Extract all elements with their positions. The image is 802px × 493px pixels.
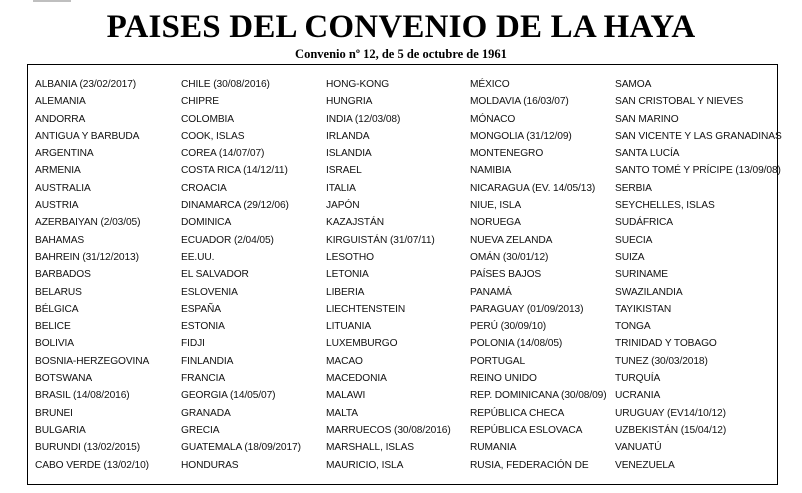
country-column-1	[35, 76, 149, 474]
country-entry: ISLANDIA	[326, 148, 372, 160]
country-entry: ARMENIA	[35, 165, 81, 177]
country-entry: PAÍSES BAJOS	[470, 269, 542, 281]
country-entry: MÉXICO	[470, 79, 510, 90]
country-entry: PORTUGAL	[470, 355, 526, 367]
country-entry: BOLIVIA	[35, 338, 74, 350]
country-entry: NUEVA ZELANDA	[470, 234, 553, 246]
page-subtitle: Convenio nº 12, de 5 de octubre de 1961	[295, 47, 507, 61]
top-edge-mark	[33, 0, 71, 2]
country-column-2	[181, 76, 301, 474]
country-entry: OMÁN (30/01/12)	[470, 251, 549, 263]
country-entry: ARGENTINA	[35, 148, 94, 160]
country-entry: BAHREIN (31/12/2013)	[35, 251, 139, 263]
country-entry: MOLDAVIA (16/03/07)	[470, 96, 569, 108]
country-entry: LITUANIA	[326, 321, 372, 333]
country-entry: ISRAEL	[326, 165, 362, 177]
country-entry: ECUADOR (2/04/05)	[181, 234, 274, 246]
country-entry: POLONIA (14/08/05)	[470, 338, 563, 350]
country-entry: NAMIBIA	[470, 165, 512, 177]
country-entry: SUECIA	[615, 234, 653, 246]
country-entry: ANTIGUA Y BARBUDA	[35, 130, 140, 142]
country-entry: REPÚBLICA ESLOVACA	[470, 424, 583, 436]
country-entry: MACAO	[326, 355, 363, 367]
country-entry: PARAGUAY (01/09/2013)	[470, 303, 584, 315]
country-entry: BOTSWANA	[35, 373, 93, 385]
country-entry: BAHAMAS	[35, 234, 85, 246]
country-entry: BARBADOS	[35, 269, 91, 281]
country-entry: UZBEKISTÁN (15/04/12)	[615, 424, 727, 436]
country-entry: GRANADA	[181, 407, 231, 419]
country-entry: MÓNACO	[470, 113, 516, 125]
country-entry: URUGUAY (EV14/10/12)	[615, 407, 726, 419]
country-entry: BELICE	[35, 321, 71, 333]
country-entry: FIDJI	[181, 338, 205, 350]
country-column-3	[326, 76, 451, 474]
country-entry: AZERBAIYAN (2/03/05)	[35, 217, 141, 229]
country-entry: JAPÓN	[326, 200, 360, 212]
country-entry: DINAMARCA (29/12/06)	[181, 200, 289, 212]
country-entry: MARSHALL, ISLAS	[326, 442, 414, 454]
country-entry: KIRGUISTÁN (31/07/11)	[326, 234, 435, 246]
country-entry: CHILE (30/08/2016)	[181, 79, 270, 90]
country-entry: FRANCIA	[181, 373, 226, 385]
country-entry: MALAWI	[326, 390, 366, 402]
country-entry: REINO UNIDO	[470, 373, 537, 385]
country-entry: EE.UU.	[181, 251, 215, 263]
country-entry: HUNGRIA	[326, 96, 373, 108]
country-entry: TONGA	[615, 321, 651, 333]
country-entry: LUXEMBURGO	[326, 338, 398, 350]
country-entry: SAN MARINO	[615, 113, 679, 125]
country-entry: NIUE, ISLA	[470, 200, 522, 212]
country-entry: SURINAME	[615, 269, 668, 281]
country-entry: MAURICIO, ISLA	[326, 459, 404, 471]
country-entry: BURUNDI (13/02/2015)	[35, 442, 141, 454]
country-entry: VANUATÚ	[615, 442, 662, 454]
country-entry: EL SALVADOR	[181, 269, 249, 281]
country-entry: TURQUÍA	[615, 373, 661, 385]
country-entry: PANAMÁ	[470, 286, 512, 298]
country-entry: MARRUECOS (30/08/2016)	[326, 424, 451, 436]
country-entry: FINLANDIA	[181, 355, 234, 367]
country-entry: MONTENEGRO	[470, 148, 544, 160]
country-entry: MONGOLIA (31/12/09)	[470, 130, 572, 142]
country-entry: GUATEMALA (18/09/2017)	[181, 442, 301, 454]
country-entry: TAYIKISTAN	[615, 303, 672, 315]
country-entry: RUMANIA	[470, 442, 517, 454]
country-entry: LIBERIA	[326, 286, 365, 298]
country-entry: BELARUS	[35, 286, 82, 298]
country-entry: AUSTRIA	[35, 200, 79, 212]
country-entry: COSTA RICA (14/12/11)	[181, 165, 288, 177]
country-entry: GEORGIA (14/05/07)	[181, 390, 276, 402]
country-entry: AUSTRALIA	[35, 182, 91, 194]
country-entry: HONG-KONG	[326, 79, 390, 90]
country-entry: LESOTHO	[326, 251, 374, 263]
country-entry: SUDÁFRICA	[615, 217, 673, 229]
country-entry: SERBIA	[615, 182, 652, 194]
country-entry: ANDORRA	[35, 113, 86, 125]
country-entry: TRINIDAD Y TOBAGO	[615, 338, 717, 350]
country-entry: SAN CRISTOBAL Y NIEVES	[615, 96, 744, 108]
country-entry: LETONIA	[326, 269, 369, 281]
country-entry: INDIA (12/03/08)	[326, 113, 401, 125]
country-entry: RUSIA, FEDERACIÓN DE	[470, 459, 589, 471]
country-entry: SAMOA	[615, 79, 652, 90]
countries-table	[27, 64, 782, 485]
country-entry: PERÚ (30/09/10)	[470, 321, 547, 333]
country-entry: COOK, ISLAS	[181, 130, 245, 142]
country-entry: REPÚBLICA CHECA	[470, 407, 565, 419]
country-entry: REP. DOMINICANA (30/08/09)	[470, 390, 607, 402]
country-entry: SEYCHELLES, ISLAS	[615, 200, 715, 212]
country-entry: GRECIA	[181, 424, 220, 436]
country-entry: NICARAGUA (EV. 14/05/13)	[470, 182, 596, 194]
country-entry: SANTO TOMÉ Y PRÍCIPE (13/09/08)	[615, 165, 781, 177]
country-entry: MACEDONIA	[326, 373, 387, 385]
country-entry: MALTA	[326, 407, 358, 419]
country-entry: CROACIA	[181, 182, 227, 194]
country-entry: ITALIA	[326, 182, 356, 194]
country-entry: SWAZILANDIA	[615, 286, 683, 298]
country-entry: HONDURAS	[181, 459, 239, 471]
country-entry: ALBANIA (23/02/2017)	[35, 79, 137, 90]
country-entry: BOSNIA-HERZEGOVINA	[35, 355, 150, 367]
country-column-5	[615, 76, 782, 474]
country-entry: BULGARIA	[35, 424, 86, 436]
country-entry: ESPAÑA	[181, 303, 221, 315]
country-entry: CHIPRE	[181, 96, 219, 108]
country-entry: ESLOVENIA	[181, 286, 238, 298]
page-title: PAISES DEL CONVENIO DE LA HAYA	[106, 9, 696, 45]
country-entry: BÉLGICA	[35, 303, 79, 315]
country-entry: SUIZA	[615, 251, 645, 263]
country-entry: DOMINICA	[181, 217, 232, 229]
country-entry: BRASIL (14/08/2016)	[35, 390, 130, 402]
country-entry: COREA (14/07/07)	[181, 148, 265, 160]
country-entry: BRUNEI	[35, 407, 73, 419]
country-entry: CABO VERDE (13/02/10)	[35, 459, 149, 471]
country-entry: SAN VICENTE Y LAS GRANADINAS	[615, 130, 782, 142]
country-entry: COLOMBIA	[181, 113, 234, 125]
country-entry: IRLANDA	[326, 130, 370, 142]
country-entry: TUNEZ (30/03/2018)	[615, 355, 708, 367]
country-entry: ESTONIA	[181, 321, 225, 333]
country-entry: LIECHTENSTEIN	[326, 303, 406, 315]
country-entry: ALEMANIA	[35, 96, 86, 108]
country-entry: NORUEGA	[470, 217, 521, 229]
country-column-4	[470, 76, 607, 474]
country-entry: VENEZUELA	[615, 459, 675, 471]
country-entry: UCRANIA	[615, 390, 661, 402]
country-entry: SANTA LUCÍA	[615, 148, 680, 160]
country-entry: KAZAJSTÁN	[326, 217, 384, 229]
